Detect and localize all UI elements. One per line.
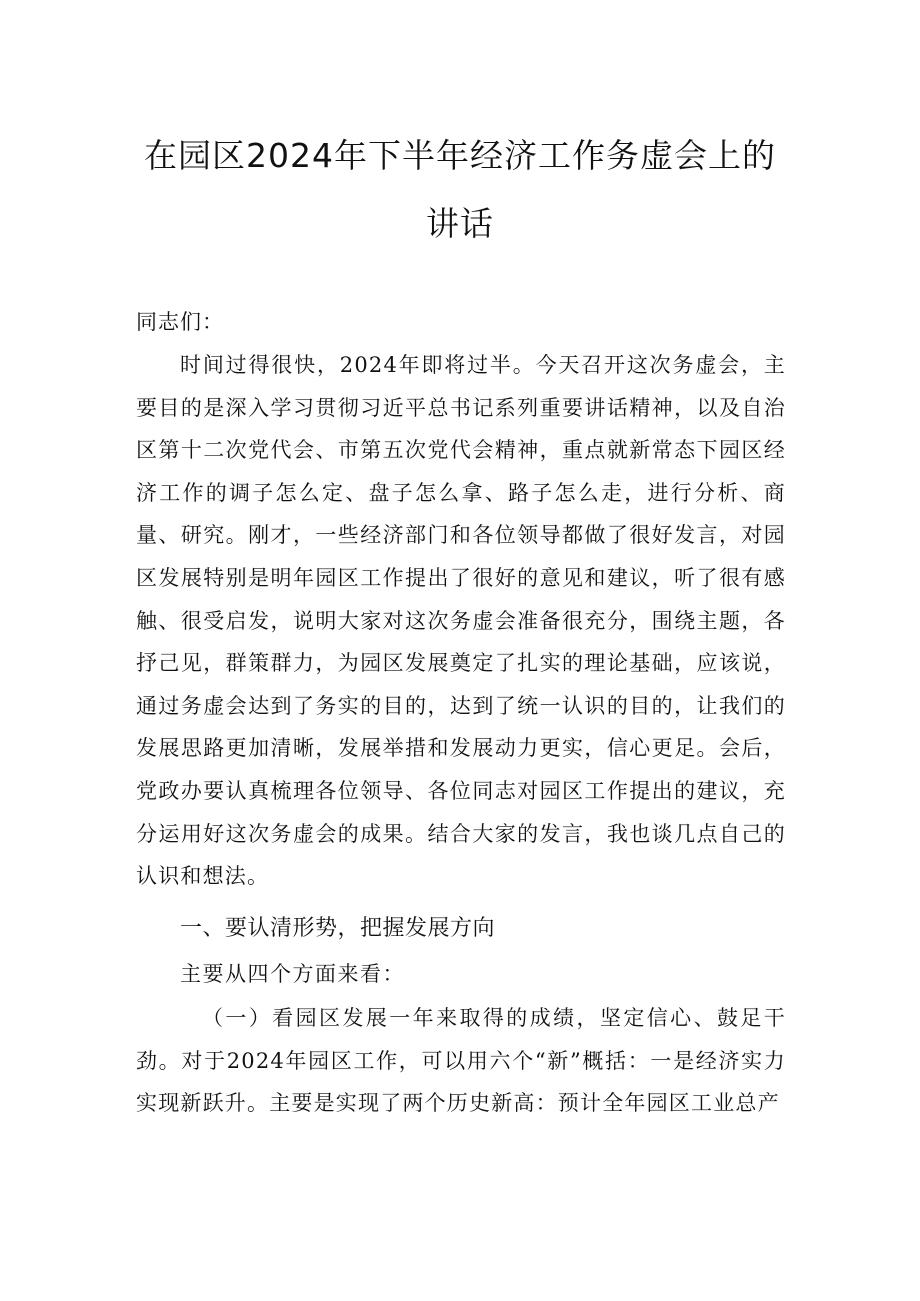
document-title-line-2: 讲话 xyxy=(426,204,494,243)
section-heading-1: 一、要认清形势，把握发展方向 xyxy=(180,916,496,941)
body-paragraph-1: 时间过得很快，2024年即将过半。今天召开这次务虚会，主要目的是深入学习贯彻习近平总书记系列重要讲话精神，以及自治区第十二次党代会、市第五次党代会精神，重点就新常态下园区经济工作的调子怎么定、盘子怎么拿、路子怎么走，进行分析、商量、研究。刚才，一些经济部门和各位领导都做了很好发言，对园区发展特别是明年园区工作提出了很好的意见和建议，听了很有感触、很受启发，说明大家对这次务虚会准备很充分，围绕主题，各抒己见，群策群力，为园区发展奠定了扎实的理论基础，应该说，通过务虚会达到了务实的目的，达到了统一认识的目的，让我们的发展思路更加清晰，发展举措和发展动力更实，信心更足。会后，党政办要认真梳理各位领导、各位同志对园区工作提出的建议，充分运用好这次务虚会的成果。结合大家的发言，我也谈几点自己的认识和想法。 xyxy=(136,353,786,889)
document-title-line-1: 在园区2024年下半年经济工作务虚会上的 xyxy=(144,136,776,175)
body-paragraph-2: （一）看园区发展一年来取得的成绩，坚定信心、鼓足干劲。对于2024年园区工作，可以用六个“新”概括：一是经济实力实现新跃升。主要是实现了两个历史新高：预计全年园区工业总产 xyxy=(136,1006,786,1116)
intro-line: 主要从四个方面来看： xyxy=(180,962,405,986)
salutation: 同志们： xyxy=(136,310,224,334)
